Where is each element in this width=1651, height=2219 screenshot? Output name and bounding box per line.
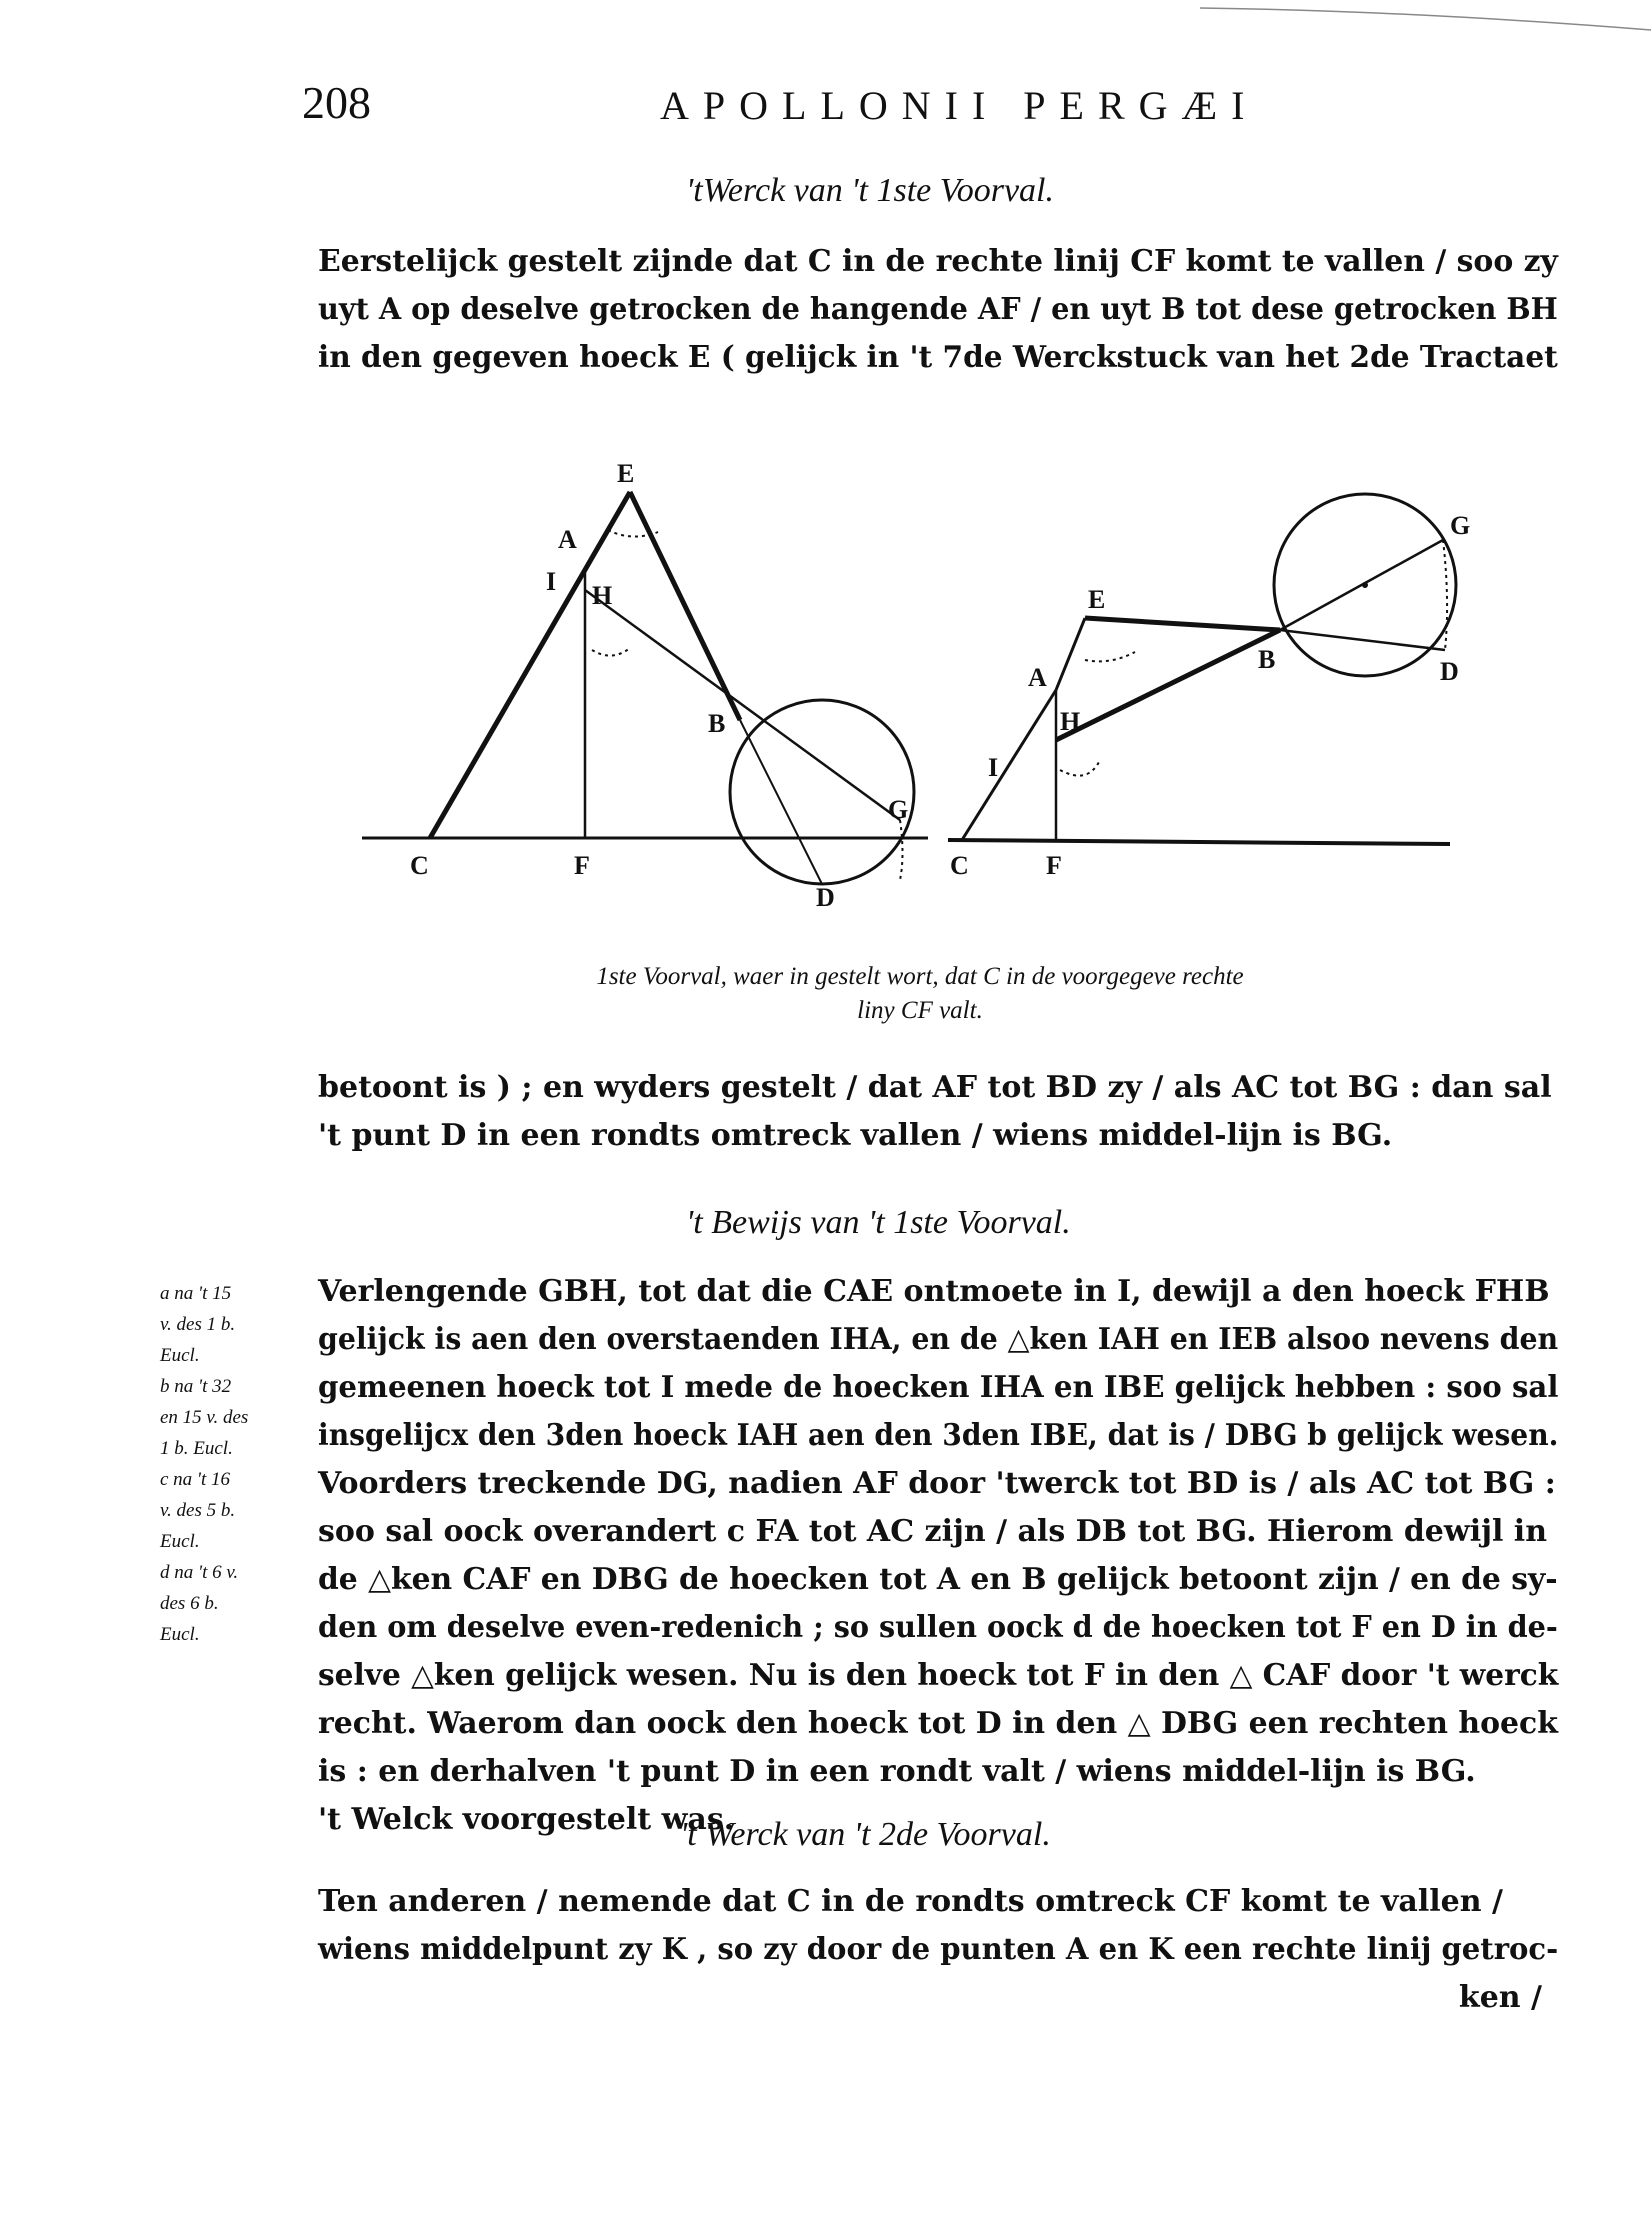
left-diagram — [362, 492, 928, 884]
left-labels — [410, 459, 908, 912]
text-line: Ten anderen / nemende dat C in de rondts omtreck CF komt te vallen / — [318, 1884, 1503, 1919]
text-line: Voorders treckende DG, nadien AF door 'twerck tot BD is / als AC tot BG : — [318, 1466, 1556, 1501]
line-BD — [740, 720, 822, 884]
paragraph-werck-1 — [318, 238, 1558, 382]
text-line: 't punt D in een rondts omtreck vallen / wiens middel-lijn is BG. — [318, 1118, 1393, 1153]
caption-line-1: 1ste Voorval, waer in gestelt wort, dat C in de voorgegeve rechte — [596, 963, 1244, 990]
label-H-right: H — [1060, 707, 1081, 736]
text-line: is : en derhalven 't punt D in een rondt valt / wiens middel-lijn is BG. — [318, 1754, 1476, 1789]
label-G-right: G — [1450, 511, 1471, 540]
angle-arc-H-right — [1060, 760, 1100, 776]
line-CE — [430, 492, 630, 838]
margin-note: v. des 5 b. — [160, 1500, 236, 1521]
margin-note: c na 't 16 — [160, 1469, 231, 1490]
label-G-left: G — [888, 795, 909, 824]
label-F-left: F — [574, 851, 590, 880]
text-line: uyt A op deselve getrocken de hangende AF / en uyt B tot dese getrocken BH — [318, 292, 1558, 327]
page-number: 208 — [302, 77, 371, 128]
margin-note: a na 't 15 — [160, 1283, 232, 1304]
geometry-figure — [340, 440, 1471, 920]
circle-center-right — [1362, 582, 1368, 588]
label-C-right: C — [950, 851, 969, 880]
page-edge-line — [1200, 0, 1651, 40]
figure-caption — [330, 960, 1510, 1028]
text-line: in den gegeven hoeck E ( gelijck in 't 7de Werckstuck van het 2de Tractaet — [318, 340, 1558, 375]
line-EB — [630, 492, 740, 720]
margin-note: d na 't 6 v. — [160, 1562, 239, 1583]
text-line: de △ken CAF en DBG de hoecken tot A en B gelijck betoont zijn / en de sy- — [318, 1562, 1558, 1597]
caption-line-2: liny CF valt. — [857, 997, 983, 1024]
text-line: insgelijcx den 3den hoeck IAH aen den 3den IBE, dat is / DBG b gelijck wesen. — [318, 1418, 1559, 1453]
margin-note: b na 't 32 — [160, 1376, 232, 1397]
page-header — [300, 76, 1560, 136]
margin-note: en 15 v. des — [160, 1407, 249, 1428]
circle-left — [730, 700, 914, 884]
label-E-right: E — [1088, 585, 1106, 614]
margin-note: v. des 1 b. — [160, 1314, 236, 1335]
angle-arc-G — [900, 820, 903, 880]
label-F-right: F — [1046, 851, 1062, 880]
label-C-left: C — [410, 851, 429, 880]
text-line: betoont is ) ; en wyders gestelt / dat AF tot BD zy / als AC tot BG : dan sal — [318, 1070, 1552, 1105]
right-diagram — [948, 494, 1456, 844]
baseline-right — [948, 840, 1450, 844]
text-line: Verlengende GBH, tot dat die CAE ontmoete in I, dewijl a den hoeck FHB — [318, 1274, 1550, 1309]
right-labels — [950, 511, 1470, 880]
label-I-left: I — [546, 567, 557, 596]
paragraph-werck-2 — [318, 1878, 1558, 2022]
text-line: recht. Waerom dan oock den hoeck tot D in den △ DBG een rechten hoeck — [318, 1706, 1558, 1741]
line-HB-right — [1056, 630, 1280, 740]
section-heading-werck-1: 'tWerck van 't 1ste Voorval. — [686, 172, 1055, 209]
running-title: APOLLONII PERGÆI — [660, 83, 1259, 128]
section-heading-werck-2: 't Werck van 't 2de Voorval. — [680, 1816, 1051, 1853]
angle-arc-H — [592, 648, 630, 656]
line-BG-right — [1280, 540, 1443, 630]
label-B-right: B — [1258, 645, 1276, 674]
text-line: gemeenen hoeck tot I mede de hoecken IHA en IBE gelijck hebben : soo sal — [318, 1370, 1559, 1405]
line-EB-right — [1085, 618, 1280, 630]
text-line: Eerstelijck gestelt zijnde dat C in de rechte linij CF komt te vallen / soo zy — [318, 244, 1558, 279]
section-heading-bewijs-1: 't Bewijs van 't 1ste Voorval. — [686, 1204, 1071, 1241]
label-B-left: B — [708, 709, 726, 738]
label-E-left: E — [617, 459, 635, 488]
text-line: den om deselve even-redenich ; so sullen oock d de hoecken tot F en D in de- — [318, 1610, 1558, 1645]
label-A-left: A — [558, 525, 577, 554]
angle-arc-E-right — [1085, 652, 1135, 661]
label-A-right: A — [1028, 663, 1047, 692]
margin-notes — [160, 1278, 320, 1650]
text-line: ken / — [1458, 1980, 1542, 2015]
margin-note: Eucl. — [160, 1624, 200, 1645]
text-line: soo sal oock overandert c FA tot AC zijn / als DB tot BG. Hierom dewijl in — [318, 1514, 1548, 1549]
text-line: wiens middelpunt zy K , so zy door de punten A en K een rechte linij getroc- — [318, 1932, 1559, 1967]
text-line: selve △ken gelijck wesen. Nu is den hoeck tot F in den △ CAF door 't werck — [318, 1658, 1559, 1693]
label-H-left: H — [592, 581, 613, 610]
paragraph-bewijs-1 — [318, 1268, 1558, 1844]
line-CA-right — [962, 690, 1056, 840]
label-D-left: D — [816, 883, 835, 912]
line-BD-right — [1280, 630, 1445, 650]
paragraph-werck-1-continued — [318, 1064, 1558, 1160]
label-D-right: D — [1440, 657, 1459, 686]
margin-note: Eucl. — [160, 1345, 200, 1366]
margin-note: des 6 b. — [160, 1593, 219, 1614]
margin-note: 1 b. Eucl. — [160, 1438, 233, 1459]
label-I-right: I — [988, 753, 999, 782]
margin-note: Eucl. — [160, 1531, 200, 1552]
figure-svg — [340, 440, 1471, 920]
line-AE-right — [1056, 618, 1085, 690]
text-line: gelijck is aen den overstaenden IHA, en de △ken IAH en IEB alsoo nevens den — [318, 1322, 1559, 1357]
text-line: 't Welck voorgestelt was. — [318, 1802, 735, 1837]
